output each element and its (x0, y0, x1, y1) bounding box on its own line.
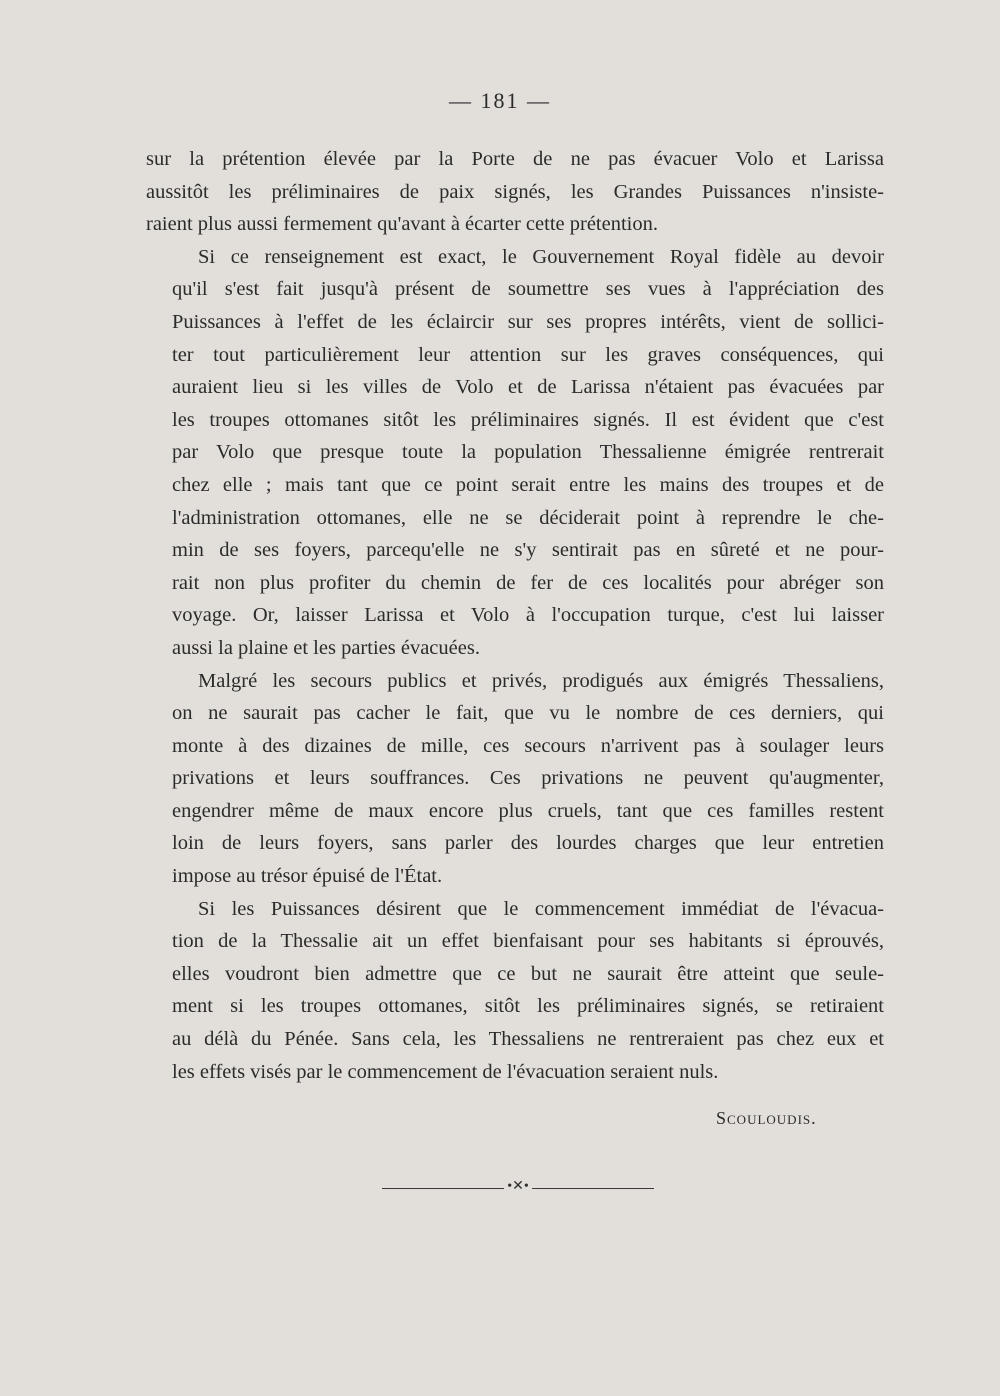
text-line: elles voudront bien admettre que ce but ne saurait être atteint que seule- (172, 962, 884, 985)
text-line: on ne saurait pas cacher le fait, que vu le nombre de ces derniers, qui (172, 702, 884, 725)
text-line: aussi la plaine et les parties évacuées. (172, 636, 480, 659)
text-line: sur la prétention élevée par la Porte de ne pas évacuer Volo et Larissa (146, 148, 884, 170)
text-line: engendrer même de maux encore plus cruels, tant que ces familles restent (172, 799, 884, 822)
ornament-rule-left (382, 1188, 504, 1189)
text-line: Puissances à l'effet de les éclaircir sur ses propres intérêts, vient de sollici- (172, 310, 884, 333)
text-line: chez elle ; mais tant que ce point serait entre les mains des troupes et de (172, 473, 884, 496)
text-line: les effets visés par le commencement de l'évacuation seraient nuls. (172, 1060, 719, 1083)
paragraph (146, 241, 884, 665)
text-line: les troupes ottomanes sitôt les préliminaires signés. Il est évident que c'est (172, 408, 884, 431)
text-line: Si les Puissances désirent que le commencement immédiat de l'évacua- (198, 897, 884, 920)
text-line: Si ce renseignement est exact, le Gouvernement Royal fidèle au devoir (198, 245, 884, 268)
text-line: privations et leurs souffrances. Ces privations ne peuvent qu'augmenter, (172, 767, 884, 790)
paragraph (146, 143, 884, 241)
text-line: qu'il s'est fait jusqu'à présent de soumettre ses vues à l'appréciation des (172, 278, 884, 301)
ornament-rule-right (532, 1188, 654, 1189)
text-line: auraient lieu si les villes de Volo et de Larissa n'étaient pas évacuées par (172, 376, 884, 399)
paragraph (146, 893, 884, 1089)
ornament-glyph: •✕• (507, 1179, 529, 1194)
end-ornament (382, 1178, 654, 1198)
paragraph (146, 665, 884, 893)
text-line: ter tout particulièrement leur attention sur les graves conséquences, qui (172, 343, 884, 366)
body-text (146, 143, 884, 1088)
text-line: min de ses foyers, parcequ'elle ne s'y sentirait pas en sûreté et ne pour- (172, 539, 884, 562)
page-number: — 181 — (449, 88, 551, 113)
text-line: voyage. Or, laisser Larissa et Volo à l'occupation turque, c'est lui laisser (172, 604, 884, 627)
text-line: aussitôt les préliminaires de paix signés, les Grandes Puissances n'insiste- (146, 180, 884, 203)
text-line: impose au trésor épuisé de l'État. (172, 865, 443, 888)
text-line: ment si les troupes ottomanes, sitôt les préliminaires signés, se retiraient (172, 995, 884, 1018)
text-line: par Volo que presque toute la population Thessalienne émigrée rentrerait (172, 441, 884, 464)
signature: Scouloudis. (716, 1108, 817, 1128)
text-line: au délà du Pénée. Sans cela, les Thessaliens ne rentreraient pas chez eux et (172, 1028, 884, 1051)
text-line: raient plus aussi fermement qu'avant à écarter cette prétention. (146, 213, 658, 236)
text-line: tion de la Thessalie ait un effet bienfaisant pour ses habitants si éprouvés, (172, 930, 884, 953)
text-line: Malgré les secours publics et privés, prodigués aux émigrés Thessaliens, (198, 669, 884, 692)
text-line: l'administration ottomanes, elle ne se déciderait point à reprendre le che- (172, 506, 884, 529)
text-line: rait non plus profiter du chemin de fer de ces localités pour abréger son (172, 571, 884, 594)
text-line: monte à des dizaines de mille, ces secours n'arrivent pas à soulager leurs (172, 734, 884, 757)
text-line: loin de leurs foyers, sans parler des lourdes charges que leur entretien (172, 832, 884, 855)
